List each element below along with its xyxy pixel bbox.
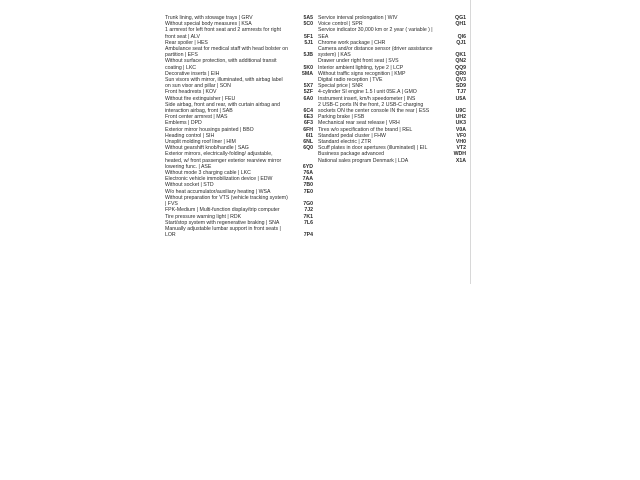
equipment-description: Tires w/o specification of the brand | REL: [318, 126, 413, 133]
page-edge-line: [470, 0, 471, 284]
equipment-code: UH2: [455, 114, 466, 121]
equipment-code: QJ1: [456, 39, 466, 46]
equipment-description: Exterior mirrors, electrically-folding/ adjustable, heated, w/ front passenger exterior rearview mirror lowering func. | ASE: [165, 151, 282, 170]
equipment-code: QV3: [455, 77, 466, 84]
equipment-description: Without special body measures | KSA: [165, 21, 252, 28]
equipment-code: SD9: [455, 83, 466, 90]
equipment-description: Rear spoiler | HES: [165, 39, 208, 46]
equipment-description: Scuff plates in door apertures (illuminated) | EIL: [318, 145, 428, 152]
equipment-description: Decorative inserts | EIH: [165, 70, 220, 77]
equipment-description: Instrument insert, km/h speedometer | INS: [318, 95, 416, 102]
equipment-list-left: [165, 15, 313, 238]
equipment-code: VH0: [455, 139, 466, 146]
equipment-item: [318, 158, 466, 164]
equipment-description: Drawer under right front seat | SVS: [318, 58, 399, 65]
equipment-description: Without gearshift knob/handle | SAG: [165, 145, 249, 152]
equipment-code: U5A: [455, 95, 466, 102]
equipment-description: Trunk lining, with stowage trays | GRV: [165, 15, 253, 21]
equipment-description: FPK-Medium | Multi-function display/trip computer: [165, 207, 280, 214]
equipment-description: Heading control | SIH: [165, 132, 215, 139]
equipment-item: [318, 27, 466, 39]
equipment-code: 6C4: [303, 108, 313, 115]
equipment-description: Standard electric | ZTR: [318, 139, 372, 146]
equipment-description: Parking brake | FSB: [318, 114, 365, 121]
equipment-code: WDH: [453, 151, 466, 158]
equipment-code: 5X7: [303, 83, 313, 90]
equipment-description: Voice control | SPR: [318, 21, 363, 28]
equipment-code: 5ZF: [303, 89, 313, 96]
equipment-item: [318, 46, 466, 58]
equipment-description: Manually adjustable lumbar support in front seats | LOR: [165, 225, 281, 239]
equipment-description: Without mode 3 charging cable | LKC: [165, 170, 251, 177]
equipment-code: 7L6: [304, 219, 313, 226]
equipment-code: 5JB: [303, 52, 313, 59]
equipment-description: Camera and/or distance sensor (driver assistance system) | KAS: [318, 46, 433, 59]
equipment-description: Exterior mirror housings painted | BBO: [165, 126, 254, 133]
equipment-code: QG1: [455, 15, 466, 21]
equipment-description: Sun visors with mirror, illuminated, with airbag label on sun visor and pillar | SON: [165, 77, 283, 90]
equipment-description: Service interval prolongation | WIV: [318, 15, 398, 21]
equipment-code: QH1: [455, 21, 466, 28]
equipment-description: Front center armrest | MAS: [165, 114, 228, 121]
equipment-description: Without socket | STD: [165, 182, 214, 189]
equipment-description: Without preparation for VTS (vehicle tracking system) | FVS: [165, 194, 288, 208]
equipment-item: [165, 77, 313, 89]
equipment-description: Tire pressure warning light | RDK: [165, 213, 242, 220]
equipment-description: Digital radio reception | TVE: [318, 77, 383, 84]
equipment-description: Start/stop system with regenerative braking | SNA: [165, 219, 280, 226]
equipment-code: 5C0: [303, 21, 313, 28]
equipment-code: 6I1: [305, 132, 313, 139]
equipment-description: Electronic vehicle immobilization device | EDW: [165, 176, 273, 183]
equipment-code: 7J2: [304, 207, 313, 214]
equipment-description: Without traffic signs recognition | KMP: [318, 70, 406, 77]
equipment-item: [165, 58, 313, 70]
equipment-code: QI6: [457, 33, 466, 40]
equipment-code: UK3: [455, 120, 466, 127]
equipment-code: 7G0: [303, 201, 313, 208]
equipment-code: 6NL: [303, 139, 313, 146]
equipment-description: Interior ambient lighting, type 2 | LCP: [318, 64, 404, 71]
equipment-code: 7B0: [303, 182, 313, 189]
equipment-description: Without fire extinguisher | FEU: [165, 95, 236, 102]
equipment-item: [165, 102, 313, 114]
equipment-description: Business package advanced: [318, 151, 385, 158]
equipment-item: [165, 226, 313, 238]
equipment-code: 5F1: [304, 33, 313, 40]
equipment-code: 76A: [303, 170, 313, 177]
equipment-code: 6Q0: [303, 145, 313, 152]
equipment-code: QK1: [455, 52, 466, 59]
equipment-item: [165, 27, 313, 39]
equipment-description: National sales program Denmark | LDA: [318, 157, 409, 164]
equipment-code: 5K0: [303, 64, 313, 71]
equipment-code: 5MA: [302, 70, 313, 77]
equipment-description: Service indicator 30,000 km or 2 year ( variable ) | SEA: [318, 27, 433, 40]
equipment-code: 7AA: [302, 176, 313, 183]
equipment-code: X1A: [455, 157, 466, 164]
equipment-code: 7P4: [303, 232, 313, 239]
equipment-code: 5J1: [304, 39, 313, 46]
equipment-description: Mechanical rear seat release | VRH: [318, 120, 400, 127]
equipment-item: [165, 46, 313, 58]
equipment-code: 5A5: [303, 15, 313, 21]
equipment-code: U9C: [455, 108, 466, 115]
equipment-description: Special price | SNR: [318, 83, 363, 90]
equipment-description: Without surface protection, with additional transit coating | LKC: [165, 58, 277, 71]
equipment-code: VT2: [456, 145, 466, 152]
equipment-code: 7E0: [303, 188, 313, 195]
equipment-code: QQ9: [455, 64, 466, 71]
equipment-item: [318, 102, 466, 114]
equipment-code: 6F3: [304, 120, 313, 127]
equipment-description: W/o heat accumulator/auxiliary heating | WSA: [165, 188, 271, 195]
equipment-code: 6A0: [303, 95, 313, 102]
equipment-code: 6FH: [303, 126, 313, 133]
equipment-code: V0A: [455, 126, 466, 133]
equipment-code: 6YD: [302, 163, 313, 170]
equipment-code: TJ7: [457, 89, 466, 96]
equipment-list-right: [318, 15, 466, 164]
equipment-description: 4-cylinder SI engine 1.5 l unit 05E.A | GMO: [318, 89, 417, 96]
equipment-description: 1 armrest for left front seat and 2 armrests for right front seat | ALV: [165, 27, 281, 40]
equipment-item: [165, 151, 313, 170]
equipment-description: Front headrests | KOV: [165, 89, 217, 96]
equipment-description: Ambulance seat for medical staff with head bolster on partition | EFS: [165, 46, 289, 59]
equipment-description: Standard pedal cluster | FHW: [318, 132, 386, 139]
equipment-code: QN2: [455, 58, 466, 65]
equipment-description: Emblems | DPD: [165, 120, 202, 127]
equipment-code: QR0: [455, 70, 466, 77]
equipment-item: [165, 195, 313, 207]
equipment-code: 7K1: [303, 213, 313, 220]
equipment-description: Side airbag, front and rear, with curtain airbag and interaction airbag, front | SAB: [165, 101, 281, 115]
equipment-description: Chrome work package | CHR: [318, 39, 386, 46]
equipment-description: 2 USB-C ports IN the front, 2 USB-C charging sockets ON the center console IN the rear | ESS: [318, 101, 430, 115]
equipment-description: Unsplit molding roof liner | HIM: [165, 139, 236, 146]
equipment-code: 6E3: [303, 114, 313, 121]
equipment-code: VF0: [456, 132, 466, 139]
